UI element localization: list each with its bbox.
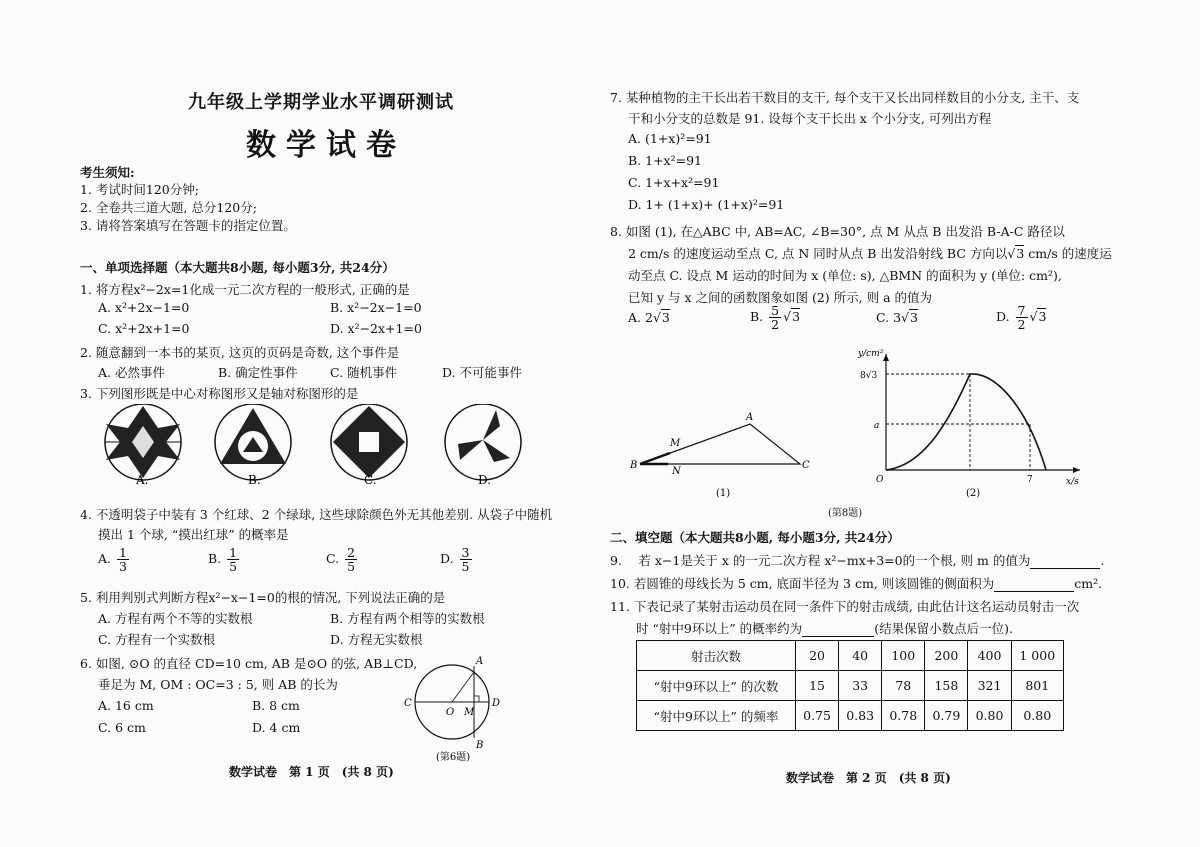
option-a: A. 2√3 (628, 310, 670, 325)
exam-subject: 数学试卷 (246, 128, 406, 163)
table-cell: 20 (796, 641, 839, 671)
table-row (637, 671, 1064, 701)
option-c: C. 随机事件 (330, 365, 398, 380)
option-a: A. 必然事件 (98, 365, 165, 380)
point-a-label: A (746, 412, 754, 423)
point-b-label: B (630, 460, 638, 471)
option-d: D. 4 cm (252, 720, 301, 735)
point-n-label: N (672, 466, 681, 477)
figure-d (445, 404, 521, 480)
option-a: A. x²+2x−1=0 (98, 300, 190, 315)
point-b-label: B (476, 740, 484, 751)
table-cell: 801 (1011, 671, 1063, 701)
function-graph (850, 346, 1090, 498)
table-row (637, 641, 1064, 671)
fraction: $\frac{2}{5}$ (347, 545, 356, 574)
table-cell: 78 (882, 671, 925, 701)
question-stem: 3. 下列图形既是中心对称图形又是轴对称图形的是 (80, 386, 359, 401)
figure-caption: (第8题) (828, 508, 863, 519)
question-stem: 时 “射中9环以上” 的概率约为 (结果保留小数点后一位). (636, 621, 1013, 636)
question-stem: 垂足为 M, OM : OC=3 : 5, 则 AB 的长为 (98, 677, 338, 692)
option-c: C. x²+2x+1=0 (98, 321, 190, 336)
table-cell: 0.75 (796, 701, 839, 731)
point-m-label: M (670, 438, 681, 449)
option-d: D. 方程无实数根 (330, 632, 423, 647)
table-cell: 0.83 (839, 701, 882, 731)
option-c: C. 3√3 (876, 310, 918, 325)
question-stem: 7. 某种植物的主干长出若干数目的支干, 每个支干又长出同样数目的小分支, 主干、支 (610, 90, 1080, 105)
option-b: B. x²−2x−1=0 (330, 300, 422, 315)
figure-label-b: B. (248, 473, 261, 486)
figure-b (215, 404, 291, 480)
table-cell: 1 000 (1011, 641, 1063, 671)
question-stem: 2 cm/s 的速度运动至点 C, 点 N 同时从点 B 出发沿射线 BC 方向以√3 cm/s 的速度运 (628, 246, 1112, 261)
option-b: B. 确定性事件 (218, 365, 298, 380)
table-cell: 0.80 (1011, 701, 1063, 731)
exam-page-2 (600, 0, 1200, 847)
answer-blank (994, 576, 1074, 592)
figure-label-d: D. (478, 473, 492, 486)
notice-item: 3. 请将答案填写在答题卡的指定位置。 (80, 218, 296, 233)
table-cell: “射中9环以上” 的次数 (637, 671, 796, 701)
question-stem: 11. 下表记录了某射击运动员在同一条件下的射击成绩, 由此估计这名运动员射击一次 (610, 599, 1080, 614)
question-stem: 6. 如图, ⊙O 的直径 CD=10 cm, AB 是⊙O 的弦, AB⊥CD, (80, 656, 418, 671)
table-cell: 33 (839, 671, 882, 701)
x-axis-label: x/s (1066, 477, 1079, 487)
page-footer: 数学试卷 第 1 页 (共 8 页) (229, 765, 394, 779)
table-cell: 100 (882, 641, 925, 671)
question-stem: 1. 将方程x²−2x=1化成一元二次方程的一般形式, 正确的是 (80, 282, 410, 297)
option-b: B. $\frac{5}{2}$ √3 (750, 303, 801, 332)
exam-page-1 (0, 0, 590, 847)
section-heading: 一、单项选择题（本大题共8小题, 每小题3分, 共24分） (80, 260, 395, 275)
table-cell: 0.78 (882, 701, 925, 731)
table-cell: 321 (968, 671, 1011, 701)
page-footer: 数学试卷 第 2 页 (共 8 页) (786, 771, 951, 785)
question-stem: 已知 y 与 x 之间的函数图象如图 (2) 所示, 则 a 的值为 (628, 290, 933, 305)
point-c-label: C (404, 698, 412, 709)
triangle-figure (630, 408, 815, 498)
symmetry-figures (100, 404, 540, 486)
x-tick-7: 7 (1027, 475, 1033, 485)
exam-title: 九年级上学期学业水平调研测试 (188, 92, 454, 113)
table-cell: 0.80 (968, 701, 1011, 731)
figure-label-a: A. (136, 473, 149, 486)
option-d: D. $\frac{3}{5}$ (440, 545, 470, 574)
question-stem: 2. 随意翻到一本书的某页, 这页的页码是奇数, 这个事件是 (80, 345, 400, 360)
question-stem: 动至点 C. 设点 M 运动的时间为 x (单位: s), △BMN 的面积为 y (单位: cm²), (628, 268, 1062, 283)
question-stem: 5. 利用判别式判断方程x²−x−1=0的根的情况, 下列说法正确的是 (80, 590, 446, 605)
point-o-label: O (446, 707, 455, 718)
question-stem: 干和小分支的总数是 91. 设每个支干长出 x 个小分支, 可列出方程 (628, 111, 992, 126)
point-a-label: A (476, 656, 484, 667)
figure-a (105, 404, 181, 480)
table-cell: 200 (925, 641, 968, 671)
origin-label: O (876, 475, 884, 485)
option-a: A. (1+x)²=91 (628, 131, 712, 146)
y-tick-a: a (874, 421, 880, 431)
figure-caption: (2) (966, 488, 981, 498)
table-cell: 40 (839, 641, 882, 671)
point-m-label: M (464, 707, 475, 718)
figure-c (331, 404, 407, 480)
question-stem: 10. 若圆锥的母线长为 5 cm, 底面半径为 3 cm, 则该圆锥的侧面积为 cm². (610, 576, 1103, 591)
option-c: C. 方程有一个实数根 (98, 632, 216, 647)
option-b: B. 方程有两个相等的实数根 (330, 611, 485, 626)
question-stem: 摸出 1 个球, “摸出红球” 的概率是 (98, 527, 289, 542)
option-b: B. $\frac{1}{5}$ (208, 545, 238, 574)
table-cell: 0.79 (925, 701, 968, 731)
option-c: C. 1+x+x²=91 (628, 175, 720, 190)
question-stem: 9. 若 x−1是关于 x 的一元二次方程 x²−mx+3=0的一个根, 则 m 的值为 . (610, 553, 1105, 568)
answer-blank (1030, 553, 1100, 569)
shooting-table (636, 640, 1064, 731)
option-d: D. x²−2x+1=0 (330, 321, 422, 336)
option-a: A. 16 cm (98, 698, 154, 713)
point-d-label: D (492, 698, 501, 709)
option-d: D. 不可能事件 (442, 365, 523, 380)
circle-diagram (402, 652, 512, 762)
option-a: A. 方程有两个不等的实数根 (98, 611, 253, 626)
table-cell: 15 (796, 671, 839, 701)
table-cell: 400 (968, 641, 1011, 671)
option-b: B. 8 cm (252, 698, 300, 713)
notice-heading: 考生须知: (80, 165, 135, 180)
notice-item: 2. 全卷共三道大题, 总分120分; (80, 200, 257, 215)
question-stem: 4. 不透明袋子中装有 3 个红球、2 个绿球, 这些球除颜色外无其他差别. 从袋子中随机 (80, 507, 553, 522)
option-c: C. 6 cm (98, 720, 146, 735)
y-tick-max: 8√3 (860, 371, 878, 381)
option-b: B. 1+x²=91 (628, 153, 702, 168)
figure-caption: (1) (716, 488, 731, 498)
fraction: $\frac{7}{2}$ (1017, 303, 1026, 332)
fraction: $\frac{3}{5}$ (461, 545, 470, 574)
answer-blank (802, 621, 874, 637)
point-c-label: C (802, 460, 810, 471)
notice-item: 1. 考试时间120分钟; (80, 182, 199, 197)
section-heading: 二、填空题（本大题共8小题, 每小题3分, 共24分） (610, 530, 900, 545)
question-stem: 8. 如图 (1), 在△ABC 中, AB=AC, ∠B=30°, 点 M 从点 B 出发沿 B-A-C 路径以 (610, 224, 1065, 239)
fraction: $\frac{1}{3}$ (119, 545, 127, 574)
table-cell: “射中9环以上” 的频率 (637, 701, 796, 731)
table-cell: 158 (925, 671, 968, 701)
option-d: D. 1+ (1+x)+ (1+x)²=91 (628, 197, 785, 212)
figure-label-c: C. (364, 473, 377, 486)
fraction: $\frac{1}{5}$ (229, 545, 238, 574)
table-row (637, 701, 1064, 731)
figure-caption: (第6题) (436, 752, 471, 762)
y-axis-label: y/cm² (858, 349, 884, 359)
fraction: $\frac{5}{2}$ (771, 303, 780, 332)
option-c: C. $\frac{2}{5}$ (326, 545, 356, 574)
table-cell: 射击次数 (637, 641, 796, 671)
option-a: A. $\frac{1}{3}$ (98, 545, 127, 574)
option-d: D. $\frac{7}{2}$ √3 (996, 303, 1047, 332)
